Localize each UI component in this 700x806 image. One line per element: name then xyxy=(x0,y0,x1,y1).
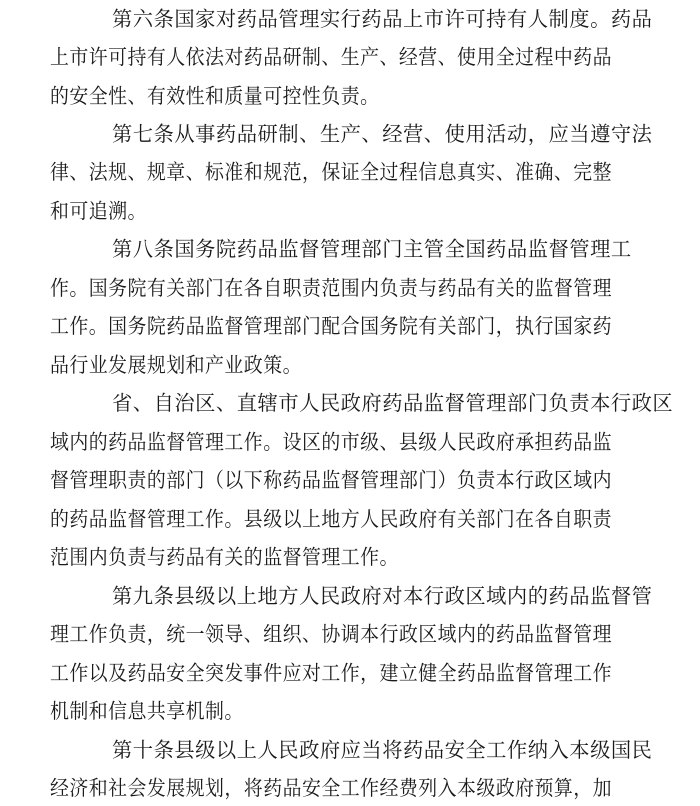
article-heading: 第十条 xyxy=(112,738,175,762)
article-heading: 第八条 xyxy=(112,237,175,261)
article-9-line-4 xyxy=(50,693,696,729)
line-text: 县级以上地方人民政府对本行政区域内的药品监督管 xyxy=(174,584,653,608)
line-text: 县级以上人民政府应当将药品安全工作纳入本级国民 xyxy=(174,738,653,762)
article-8-line-4 xyxy=(50,347,696,383)
line-text: 理工作负责，统一领导、组织、协调本行政区域内的药品监督管理 xyxy=(50,622,613,646)
paragraph-provincial-line-5 xyxy=(50,539,696,575)
line-text: 省、自治区、直辖市人民政府药品监督管理部门负责本行政区 xyxy=(112,391,674,415)
paragraph-provincial-line-1 xyxy=(112,385,696,421)
line-text: 律、法规、规章、标准和规范，保证全过程信息真实、准确、完整 xyxy=(50,160,613,184)
line-text: 督管理职责的部门（以下称药品监督管理部门）负责本行政区域内 xyxy=(50,468,613,492)
line-text: 作。国务院有关部门在各自职责范围内负责与药品有关的监督管理 xyxy=(50,276,613,300)
line-text: 和可追溯。 xyxy=(50,199,147,223)
line-text: 品行业发展规划和产业政策。 xyxy=(50,353,302,377)
article-7-line-1 xyxy=(112,116,696,152)
article-10-line-2 xyxy=(50,770,696,806)
line-text: 域内的药品监督管理工作。设区的市级、县级人民政府承担药品监 xyxy=(50,430,613,454)
line-text: 国家对药品管理实行药品上市许可持有人制度。药品 xyxy=(174,7,653,31)
article-9-line-1 xyxy=(112,578,696,614)
line-text: 国务院药品监督管理部门主管全国药品监督管理工 xyxy=(174,237,632,261)
article-6-line-2 xyxy=(50,39,696,75)
line-text: 机制和信息共享机制。 xyxy=(50,699,244,723)
line-text: 范围内负责与药品有关的监督管理工作。 xyxy=(50,545,399,569)
paragraph-provincial-line-2 xyxy=(50,424,696,460)
line-text: 工作。国务院药品监督管理部门配合国务院有关部门，执行国家药 xyxy=(50,314,613,338)
line-text: 工作以及药品安全突发事件应对工作，建立健全药品监督管理工作 xyxy=(50,661,613,685)
article-7-line-3 xyxy=(50,193,696,229)
line-text: 上市许可持有人依法对药品研制、生产、经营、使用全过程中药品 xyxy=(50,45,613,69)
article-9-line-2 xyxy=(50,616,696,652)
paragraph-provincial-line-4 xyxy=(50,501,696,537)
paragraph-provincial-line-3 xyxy=(50,462,696,498)
article-heading: 第九条 xyxy=(112,584,175,608)
line-text: 从事药品研制、生产、经营、使用活动，应当遵守法 xyxy=(174,122,653,146)
article-8-line-1 xyxy=(112,231,696,267)
article-8-line-3 xyxy=(50,308,696,344)
article-7-line-2 xyxy=(50,154,696,190)
article-10-line-1 xyxy=(112,732,696,768)
article-6-line-1 xyxy=(112,1,696,37)
article-heading: 第七条 xyxy=(112,122,175,146)
line-text: 的安全性、有效性和质量可控性负责。 xyxy=(50,84,380,108)
article-8-line-2 xyxy=(50,270,696,306)
article-9-line-3 xyxy=(50,655,696,691)
line-text: 的药品监督管理工作。县级以上地方人民政府有关部门在各自职责 xyxy=(50,507,613,531)
article-heading: 第六条 xyxy=(112,7,175,31)
line-text: 经济和社会发展规划，将药品安全工作经费列入本级政府预算，加 xyxy=(50,776,613,800)
article-6-line-3 xyxy=(50,78,696,114)
